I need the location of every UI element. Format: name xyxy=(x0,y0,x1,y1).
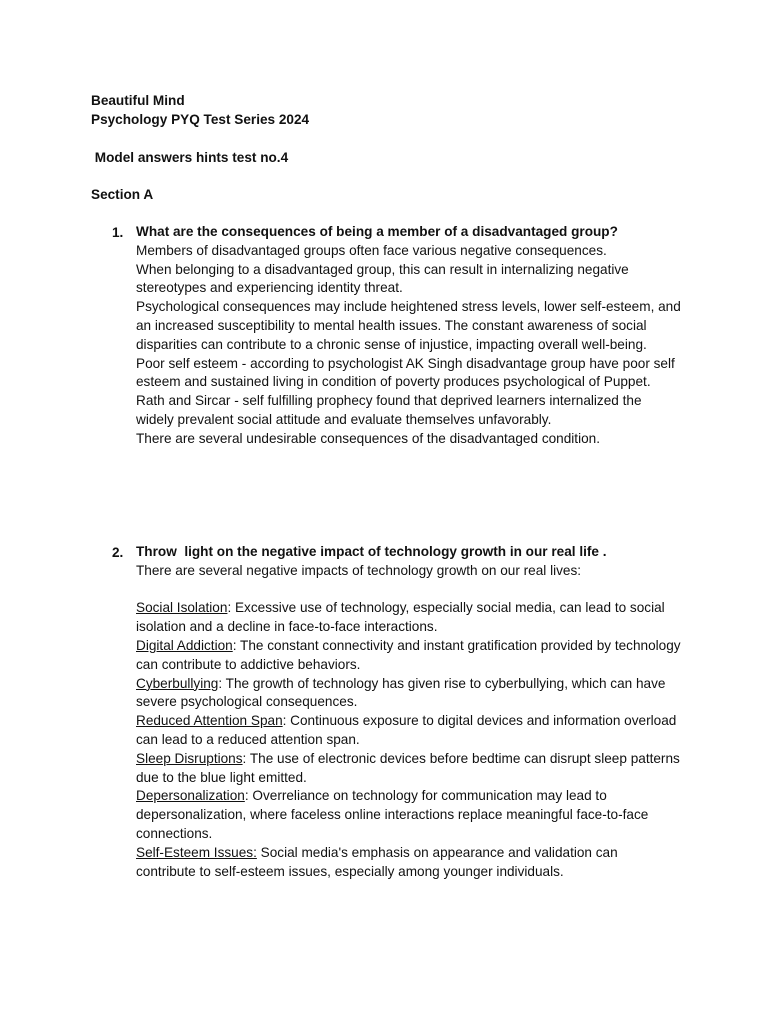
answer-paragraph: When belonging to a disadvantaged group, this can result in internalizing negative stereotypes and experiencing identity threat. xyxy=(136,261,629,296)
impact-text: Social media's emphasis on appearance and validation can contribute to self-esteem issues, especially among younger individuals. xyxy=(136,844,618,879)
impact-item xyxy=(136,844,681,882)
blank-line xyxy=(136,581,681,600)
question-1 xyxy=(136,223,681,449)
impact-text: The growth of technology has given rise to cyberbullying, which can have severe psychological consequences. xyxy=(136,675,666,710)
impact-term: Depersonalization xyxy=(136,788,245,804)
impact-text: Continuous exposure to digital devices and information overload can lead to a reduced attention span. xyxy=(136,713,677,747)
document-subtitle: Model answers hints test no.4 xyxy=(91,150,289,165)
impact-separator: : xyxy=(244,788,249,804)
section-heading: Section A xyxy=(91,187,154,202)
impact-text: The use of electronic devices before bedtime can disrupt sleep patterns due to the blue light emitted. xyxy=(136,750,680,785)
impact-item xyxy=(136,599,681,637)
impact-item xyxy=(136,712,681,750)
impact-term: Social Isolation xyxy=(136,600,228,616)
answer-paragraph: Rath and Sircar - self fulfilling prophecy found that deprived learners internalized the widely prevalent social attitude and evaluate themselves unfavorably. xyxy=(136,393,642,427)
answer-paragraph: Members of disadvantaged groups often face various negative consequences. xyxy=(136,242,607,258)
impact-item xyxy=(136,675,681,713)
question-2 xyxy=(136,543,681,881)
question-2-title: Throw light on the negative impact of technology growth in our real life . xyxy=(136,544,607,559)
question-1-number: 1. xyxy=(112,225,124,240)
impact-item xyxy=(136,637,681,675)
impact-term: Reduced Attention Span xyxy=(136,713,283,729)
impact-text: Excessive use of technology, especially social media, can lead to social isolation and a decline in face-to-face interactions. xyxy=(136,600,665,635)
impact-separator: : xyxy=(227,600,232,616)
question-1-title: What are the consequences of being a member of a disadvantaged group? xyxy=(136,224,618,239)
impact-separator: : xyxy=(232,637,237,653)
impact-item xyxy=(136,787,681,843)
impact-separator: : xyxy=(242,750,247,766)
impact-term: Sleep Disruptions xyxy=(136,750,243,766)
impact-separator: : xyxy=(282,713,287,729)
impact-term: Digital Addiction xyxy=(136,637,233,653)
answer-intro: There are several negative impacts of technology growth on our real lives: xyxy=(136,562,582,578)
impact-text: The constant connectivity and instant gratification provided by technology can contribute to addictive behaviors. xyxy=(136,637,681,672)
question-2-number: 2. xyxy=(112,545,124,560)
impact-text: Overreliance on technology for communication may lead to depersonalization, where faceless online interactions replace meaningful face-to-face connections. xyxy=(136,788,649,841)
impact-separator: : xyxy=(218,675,223,691)
answer-paragraph: Psychological consequences may include heightened stress levels, lower self-esteem, and an increased susceptibility to mental health issues. The constant awareness of social disparities can contribute to a chronic sense of injustice, impacting overall well-being. xyxy=(136,299,681,352)
impact-term: Self-Esteem Issues: xyxy=(136,844,257,860)
answer-paragraph: Poor self esteem - according to psychologist AK Singh disadvantage group have poor self esteem and sustained living in condition of poverty produces psychological of Puppet. xyxy=(136,355,675,390)
impact-item xyxy=(136,750,681,788)
org-name: Beautiful Mind xyxy=(91,93,185,108)
series-title: Psychology PYQ Test Series 2024 xyxy=(91,112,310,127)
answer-paragraph: There are several undesirable consequences of the disadvantaged condition. xyxy=(136,430,601,446)
impact-term: Cyberbullying xyxy=(136,675,219,691)
